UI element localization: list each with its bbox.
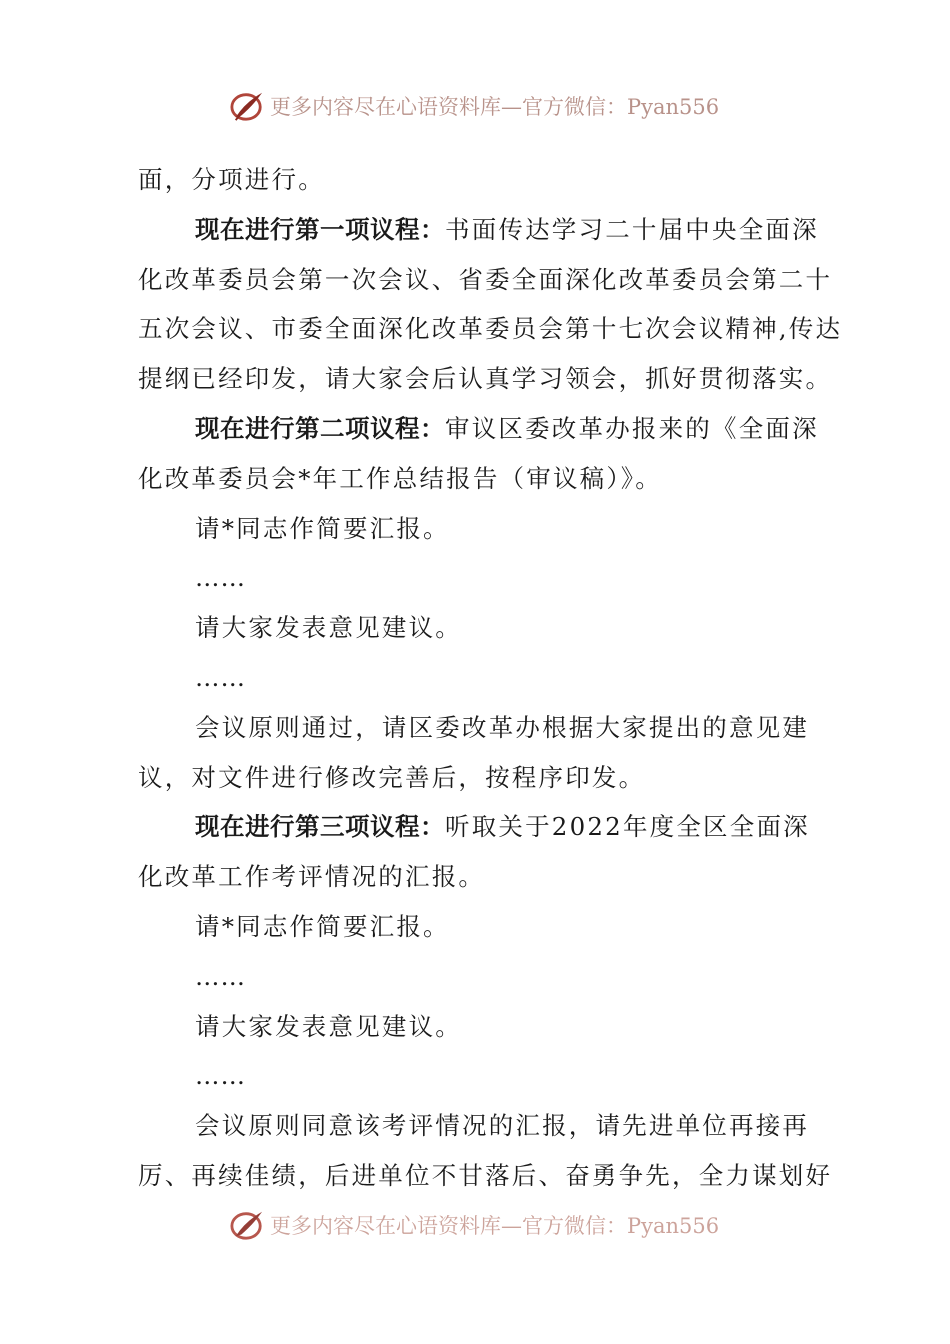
agenda-item-1-line [138, 205, 818, 255]
paragraph-line: 化改革工作考评情况的汇报。 [138, 862, 486, 892]
paragraph-line: 请大家发表意见建议。 [195, 1011, 462, 1041]
agenda-item-2-text: 审议区委改革办报来的《全面深 [445, 413, 819, 443]
agenda-item-3-line [138, 802, 818, 852]
ellipsis-line: …… [195, 563, 246, 593]
ellipsis-line: …… [195, 662, 246, 692]
agenda-item-2-line [138, 404, 818, 454]
document-body [138, 155, 843, 1201]
paragraph-line: 请*同志作简要汇报。 [195, 513, 450, 543]
quill-pen-logo-icon [228, 89, 266, 123]
ellipsis-line: …… [195, 1061, 246, 1091]
paragraph-line: 提纲已经印发，请大家会后认真学习领会，抓好贯彻落实。 [138, 364, 833, 394]
paragraph-line: 化改革委员会*年工作总结报告（审议稿）》。 [138, 463, 662, 493]
paragraph-line: 面，分项进行。 [138, 165, 325, 194]
footer-watermark [228, 1208, 719, 1242]
agenda-item-3-text: 听取关于2022年度全区全面深 [445, 812, 810, 842]
paragraph-line: 会议原则通过，请区委改革办根据大家提出的意见建 [195, 712, 810, 742]
paragraph-line: 会议原则同意该考评情况的汇报，请先进单位再接再 [195, 1111, 810, 1141]
paragraph-line: 厉、再续佳绩，后进单位不甘落后、奋勇争先，全力谋划好 [138, 1160, 833, 1190]
quill-pen-logo-icon [228, 1208, 266, 1242]
header-watermark-text: 更多内容尽在心语资料库—官方微信：Pyan556 [270, 95, 720, 119]
paragraph-line: 五次会议、市委全面深化改革委员会第十七次会议精神,传达 [138, 314, 843, 344]
header-watermark [228, 86, 719, 126]
agenda-item-3-label: 现在进行第三项议程： [195, 812, 445, 842]
agenda-item-1-text: 书面传达学习二十届中央全面深 [445, 214, 819, 244]
paragraph-line: 化改革委员会第一次会议、省委全面深化改革委员会第二十 [138, 264, 833, 294]
paragraph-line: 议，对文件进行修改完善后，按程序印发。 [138, 762, 646, 792]
paragraph-line: 请大家发表意见建议。 [195, 613, 462, 643]
footer-watermark-text: 更多内容尽在心语资料库—官方微信：Pyan556 [270, 1214, 720, 1238]
agenda-item-2-label: 现在进行第二项议程： [195, 413, 445, 443]
agenda-item-1-label: 现在进行第一项议程： [195, 214, 445, 244]
paragraph-line: 请*同志作简要汇报。 [195, 911, 450, 941]
ellipsis-line: …… [195, 961, 246, 991]
